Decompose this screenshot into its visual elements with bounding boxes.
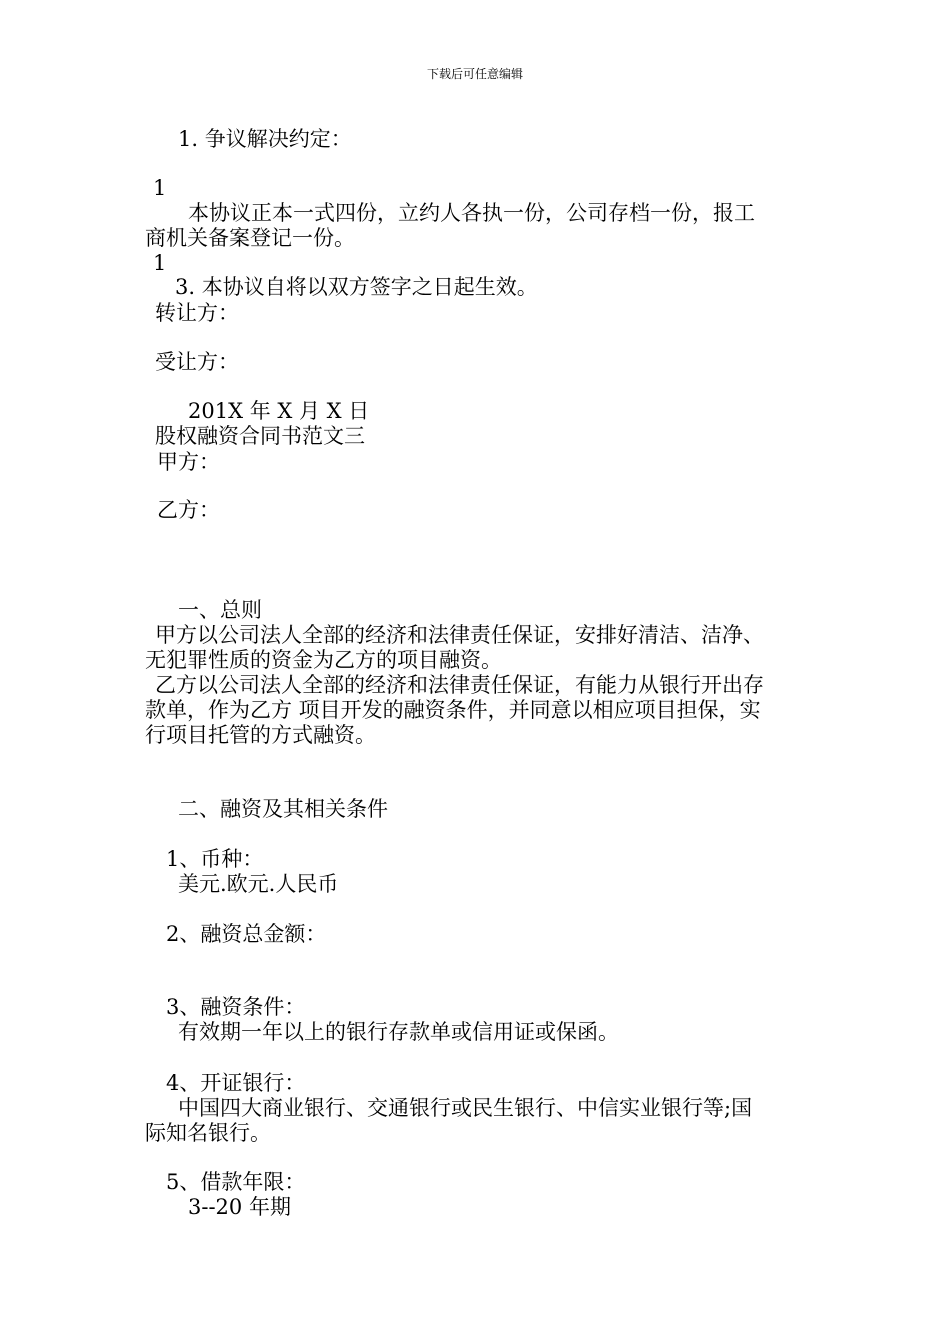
issuing-bank-value: 中国四大商业银行、交通银行或民生银行、中信实业银行等;国 xyxy=(178,1096,753,1120)
currency-value: 美元.欧元.人民币 xyxy=(178,872,339,896)
paragraph-line: 甲方以公司法人全部的经济和法律责任保证，安排好清洁、洁净、 xyxy=(155,623,764,647)
issuing-bank-item: 4、开证银行： xyxy=(166,1071,306,1095)
loan-term-value: 3--20 年期 xyxy=(188,1195,291,1219)
page-header-note: 下载后可任意编辑 xyxy=(426,67,523,81)
issuing-bank-value-cont: 际知名银行。 xyxy=(145,1121,271,1145)
effective-clause: 3. 本协议自将以双方签字之日起生效。 xyxy=(175,275,538,299)
party-a-label: 甲方： xyxy=(157,450,220,474)
document-title: 股权融资合同书范文三 xyxy=(155,424,365,448)
date-line: 201X 年 X 月 X 日 xyxy=(188,399,370,423)
paragraph-line: 商机关备案登记一份。 xyxy=(145,226,355,250)
transferee-label: 受让方： xyxy=(155,350,239,374)
clause-number: 1 xyxy=(153,176,167,200)
currency-item: 1、币种： xyxy=(166,847,264,871)
section-general-heading: 一、总则 xyxy=(178,598,262,622)
paragraph-line: 行项目托管的方式融资。 xyxy=(145,723,376,747)
clause-number: 1 xyxy=(153,251,167,275)
section-financing-heading: 二、融资及其相关条件 xyxy=(178,797,388,821)
conditions-item: 3、融资条件： xyxy=(166,995,306,1019)
loan-term-item: 5、借款年限： xyxy=(166,1170,306,1194)
paragraph-line: 本协议正本一式四份，立约人各执一份，公司存档一份，报工 xyxy=(188,201,755,225)
conditions-value: 有效期一年以上的银行存款单或信用证或保函。 xyxy=(178,1020,619,1044)
transferor-label: 转让方： xyxy=(155,301,239,325)
total-amount-item: 2、融资总金额： xyxy=(166,922,327,946)
paragraph-line: 乙方以公司法人全部的经济和法律责任保证，有能力从银行开出存 xyxy=(155,673,764,697)
party-b-label: 乙方： xyxy=(157,498,220,522)
dispute-resolution-heading: 1. 争议解决约定： xyxy=(178,127,352,151)
paragraph-line: 无犯罪性质的资金为乙方的项目融资。 xyxy=(145,648,502,672)
paragraph-line: 款单，作为乙方 项目开发的融资条件，并同意以相应项目担保，实 xyxy=(145,698,761,722)
